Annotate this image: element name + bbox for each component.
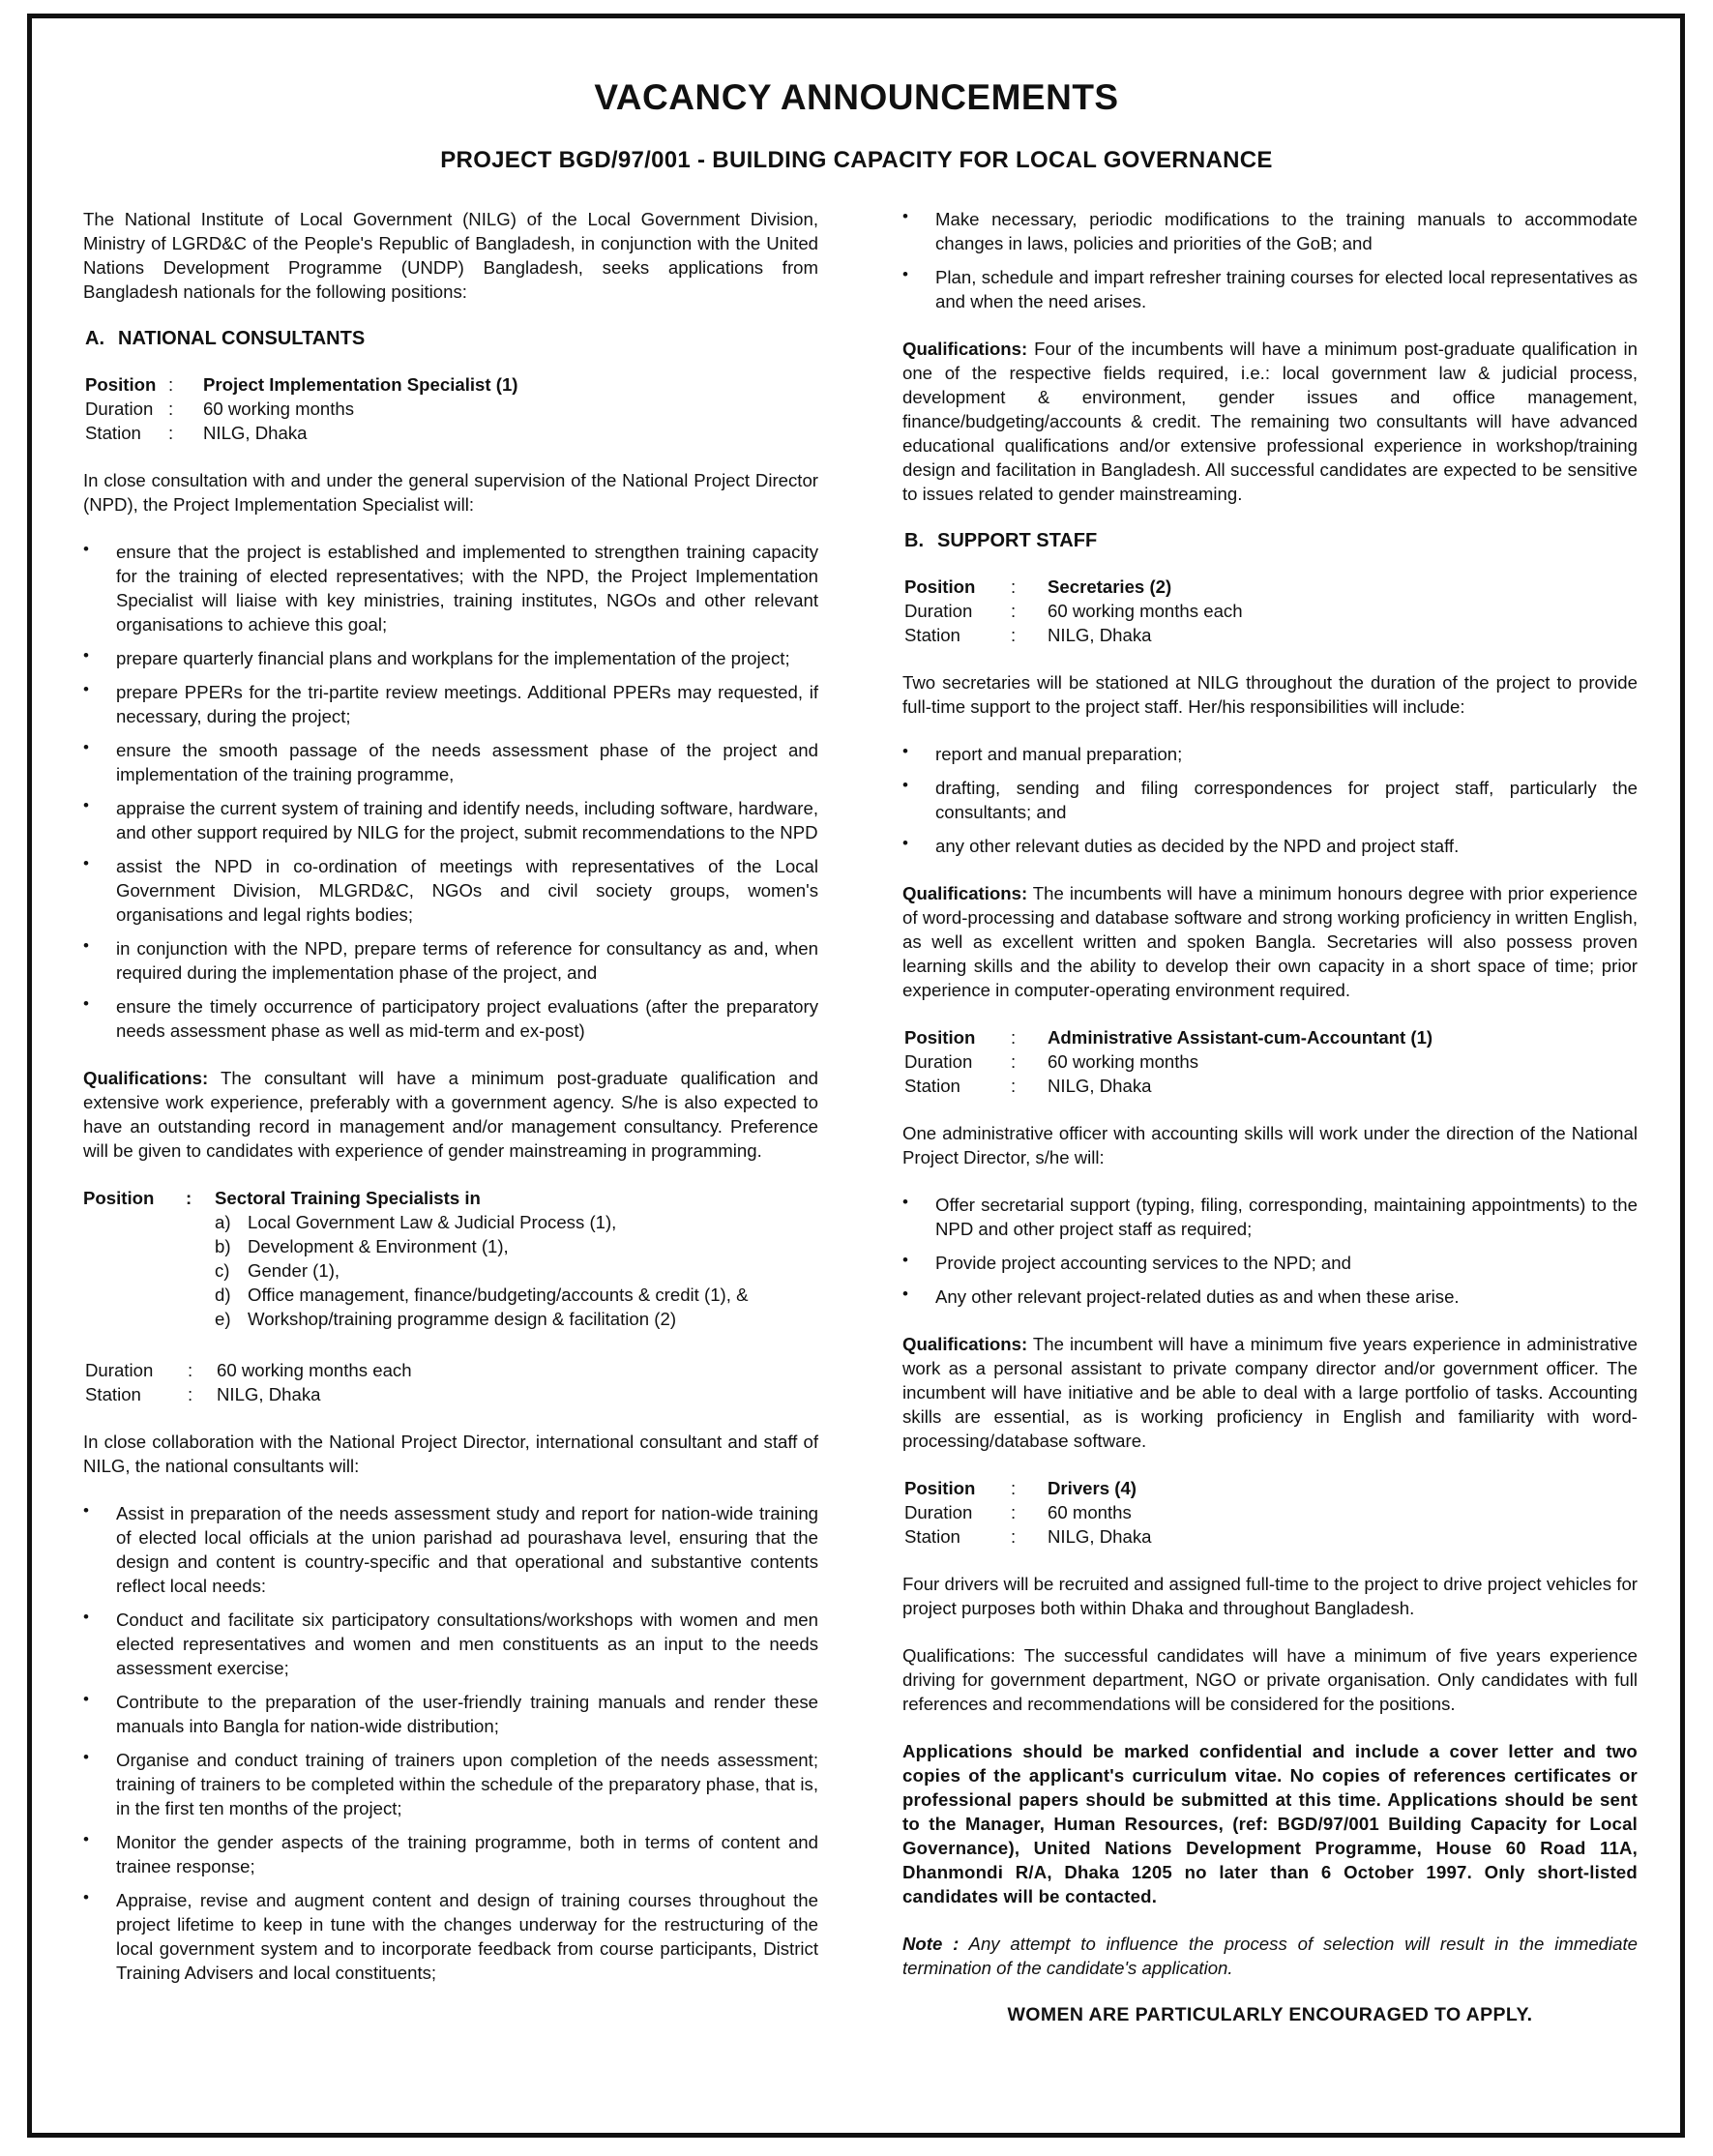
drivers-position-block: [904, 1476, 1638, 1549]
pis-qualifications: Qualifications: The consultant will have a minimum post-graduate qualification and extensive work experience, preferably with a government agency. S/he is also expected to have an outstanding record in management and/or management consultancy. Preference will be given to candidates with experience of gender mainstreaming in programming.: [83, 1068, 818, 1161]
list-item: • Organise and conduct training of trainers upon completion of the needs assessment; training of trainers to be completed within the schedule of the preparatory phase, that is, in the first ten months of the project;: [83, 1748, 818, 1820]
sts-duties-list-continued: [902, 207, 1638, 313]
pis-duties-list: [83, 540, 818, 1043]
station-row: Station : NILG, Dhaka: [85, 1384, 321, 1404]
list-item: • in conjunction with the NPD, prepare terms of reference for consultancy as and, when required during the implementation phase of the project, and: [83, 936, 818, 985]
sts-duties-list: [83, 1501, 818, 1985]
list-item: • ensure the smooth passage of the needs assessment phase of the project and implementation of the training programme,: [83, 738, 818, 786]
list-item: • drafting, sending and filing correspondences for project staff, particularly the consultants; and: [902, 776, 1638, 824]
left-column: [83, 207, 818, 2008]
list-item: • Appraise, revise and augment content and design of training courses throughout the project lifetime to keep in tune with the changes underway for the restructuring of the local government system and to incorporate feedback from course participants, District Training Advisers and local constituents;: [83, 1888, 818, 1985]
secretaries-qualifications: Qualifications: The incumbents will have a minimum honours degree with prior experience of word-processing and database software and strong working proficiency in written English, as well as excellent written and spoken Bangla. Secretaries will also possess proven learning skills and the ability to develop their own capacity in a short space of time; prior experience in computer-operating environment required.: [902, 883, 1638, 1000]
admin-position-block: [904, 1025, 1638, 1098]
list-item: • any other relevant duties as decided by the NPD and project staff.: [902, 834, 1638, 858]
list-item: • Any other relevant project-related duties as and when these arise.: [902, 1285, 1638, 1309]
list-item: c) Gender (1),: [215, 1260, 340, 1281]
note-paragraph: Note : Any attempt to influence the process of selection will result in the immediate termination of the candidate's application.: [902, 1934, 1638, 1978]
intro-paragraph: The National Institute of Local Government (NILG) of the Local Government Division, Ministry of LGRD&C of the People's Republic of Bangladesh, in conjunction with the United Nations Development Programme (UNDP) Bangladesh, seeks applications from Bangladesh nationals for the following positions:: [83, 209, 818, 302]
list-item: • Monitor the gender aspects of the training programme, both in terms of content and trainee response;: [83, 1830, 818, 1878]
admin-duties-list: [902, 1193, 1638, 1309]
page-subtitle: PROJECT BGD/97/001 - BUILDING CAPACITY FOR LOCAL GOVERNANCE: [440, 147, 1273, 173]
duration-row: Duration : 60 working months each: [904, 601, 1243, 621]
sts-duration-block: [85, 1358, 818, 1406]
list-item: a) Local Government Law & Judicial Process (1),: [215, 1212, 617, 1232]
drivers-lead-paragraph: Four drivers will be recruited and assigned full-time to the project to drive project vehicles for project purposes both within Dhaka and throughout Bangladesh.: [902, 1574, 1638, 1618]
list-item: e) Workshop/training programme design & facilitation (2): [215, 1309, 677, 1329]
list-item: • ensure that the project is established and implemented to strengthen training capacity for the training of elected representatives; with the NPD, the Project Implementation Specialist will liaise with key ministries, training institutes, NGOs and other relevant organisations to achieve this goal;: [83, 540, 818, 636]
duration-row: Duration : 60 months: [904, 1502, 1132, 1522]
list-item: • Conduct and facilitate six participatory consultations/workshops with women and men elected representatives and women and men constituents as an input to the needs assessment exercise;: [83, 1608, 818, 1680]
list-item: • Assist in preparation of the needs assessment study and report for nation-wide training of elected local officials at the union parishad ad pourashava level, ensuring that the design and content is country-specific and that operational and substantive contents reflect local needs:: [83, 1501, 818, 1598]
list-item: d) Office management, finance/budgeting/accounts & credit (1), &: [215, 1285, 749, 1305]
list-item: • appraise the current system of training and identify needs, including software, hardware, and other support required by NILG for the project, submit recommendations to the NPD: [83, 796, 818, 844]
list-item: • Provide project accounting services to the NPD; and: [902, 1251, 1638, 1275]
list-item: • prepare quarterly financial plans and workplans for the implementation of the project;: [83, 646, 818, 670]
duration-row: Duration : 60 working months each: [85, 1360, 412, 1380]
admin-qualifications: Qualifications: The incumbent will have a minimum five years experience in administrative work as a personal assistant to private company director and/or government officer. The incumbent will have initiative and be able to deal with a large portfolio of tasks. Accounting skills are essential, as is working proficiency in English and familiarity with word-processing/database software.: [902, 1334, 1638, 1451]
admin-lead-paragraph: One administrative officer with accounting skills will work under the direction of the National Project Director, s/he will:: [902, 1123, 1638, 1167]
page-title: VACANCY ANNOUNCEMENTS: [594, 77, 1119, 117]
right-column: [902, 207, 1638, 2027]
section-a-heading: A. NATIONAL CONSULTANTS: [85, 328, 366, 349]
station-row: Station : NILG, Dhaka: [85, 423, 308, 443]
duration-row: Duration : 60 working months: [85, 399, 355, 419]
list-item: • assist the NPD in co-ordination of meetings with representatives of the Local Government Division, MLGRD&C, NGOs and civil society groups, women's organisations and legal rights bodies;: [83, 854, 818, 927]
position-row: Position : Drivers (4): [904, 1478, 1137, 1498]
secretaries-lead-paragraph: Two secretaries will be stationed at NILG throughout the duration of the project to provide full-time support to the project staff. Her/his responsibilities will include:: [902, 672, 1638, 717]
section-b-heading: B. SUPPORT STAFF: [904, 530, 1098, 551]
position-row: Position : Administrative Assistant-cum-Accountant (1): [904, 1027, 1433, 1048]
drivers-qualifications: Qualifications: The successful candidates will have a minimum of five years experience driving for government department, NGO or private organisation. Only candidates with full references and recommendations will be considered for the positions.: [902, 1645, 1638, 1714]
position-row: Position : Project Implementation Specialist (1): [85, 374, 518, 395]
list-item: • ensure the timely occurrence of participatory project evaluations (after the preparatory needs assessment phase as well as mid-term and ex-post): [83, 994, 818, 1043]
duration-row: Duration : 60 working months: [904, 1051, 1199, 1072]
sts-qualifications: Qualifications: Four of the incumbents will have a minimum post-graduate qualification in one of the respective fields required, i.e.: local government law & judicial process, development & environment, gender issues and office management, finance/budgeting/accounts & credit. The remaining two consultants will have advanced educational qualifications and/or extensive professional experience in workshop/training design and facilitation in Bangladesh. All successful candidates are expected to be sensitive to issues related to gender mainstreaming.: [902, 339, 1638, 504]
sts-specialisation-list: [215, 1210, 818, 1331]
list-item: • Make necessary, periodic modifications to the training manuals to accommodate changes in laws, policies and priorities of the GoB; and: [902, 207, 1638, 255]
secretaries-position-block: [904, 575, 1638, 647]
secretaries-duties-list: [902, 742, 1638, 858]
closing-statement: WOMEN ARE PARTICULARLY ENCOURAGED TO APPLY.: [1007, 2004, 1533, 2025]
application-instructions: Applications should be marked confidential and include a cover letter and two copies of the applicant's curriculum vitae. No copies of references certificates or professional papers should be submitted at this time. Applications should be sent to the Manager, Human Resources, (ref: BGD/97/001 Building Capacity for Local Governance), United Nations Development Programme, House 60 Road 11A, Dhanmondi R/A, Dhaka 1205 no later than 6 October 1997. Only short-listed candidates will be contacted.: [902, 1741, 1638, 1906]
sts-position-block: [83, 1186, 818, 1331]
list-item: b) Development & Environment (1),: [215, 1236, 509, 1256]
pis-position-block: [85, 372, 818, 445]
station-row: Station : NILG, Dhaka: [904, 1076, 1152, 1096]
pis-lead-paragraph: In close consultation with and under the general supervision of the National Project Director (NPD), the Project Implementation Specialist will:: [83, 470, 818, 515]
station-row: Station : NILG, Dhaka: [904, 1526, 1152, 1547]
list-item: • Plan, schedule and impart refresher training courses for elected local representatives as and when the need arises.: [902, 265, 1638, 313]
list-item: • prepare PPERs for the tri-partite review meetings. Additional PPERs may requested, if necessary, during the project;: [83, 680, 818, 728]
position-row: Position : Secretaries (2): [904, 576, 1172, 597]
list-item: • Contribute to the preparation of the user-friendly training manuals and render these manuals into Bangla for nation-wide distribution;: [83, 1690, 818, 1738]
list-item: • report and manual preparation;: [902, 742, 1638, 766]
station-row: Station : NILG, Dhaka: [904, 625, 1152, 645]
position-row: Position : Sectoral Training Specialists in: [83, 1188, 481, 1208]
sts-lead-paragraph: In close collaboration with the National Project Director, international consultant and staff of NILG, the national consultants will:: [83, 1432, 818, 1476]
list-item: • Offer secretarial support (typing, filing, corresponding, maintaining appointments) to the NPD and other project staff as required;: [902, 1193, 1638, 1241]
